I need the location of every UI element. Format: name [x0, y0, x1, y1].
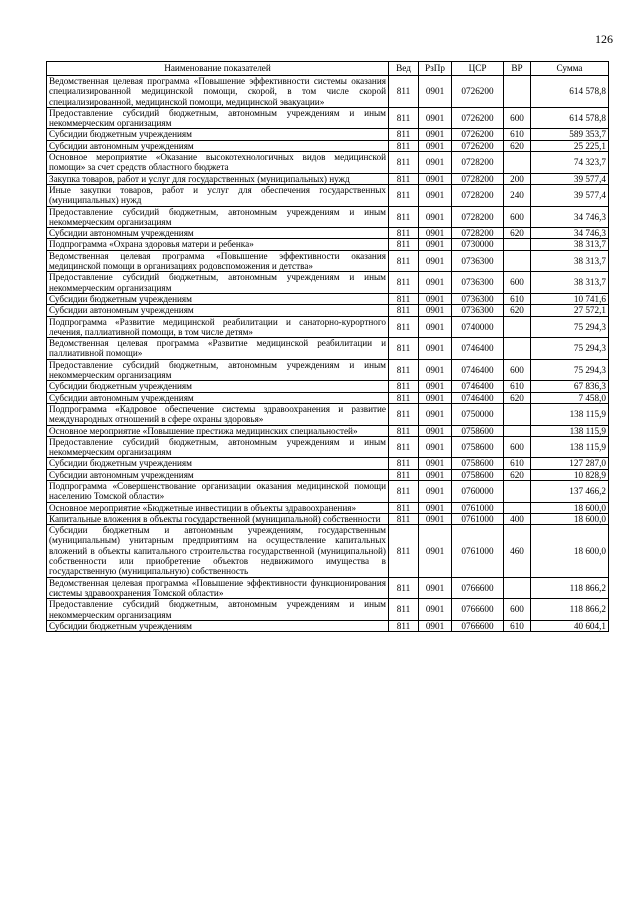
- cell-csr: 0746400: [452, 392, 504, 403]
- cell-name: Предоставление субсидий бюджетным, автономным учреждениям и иным некоммерческим организациям: [47, 436, 389, 458]
- cell-name: Основное мероприятие «Оказание высокотехнологичных видов медицинской помощи» за счет средств областного бюджета: [47, 152, 389, 174]
- cell-rzpr: 0901: [419, 403, 452, 425]
- cell-rzpr: 0901: [419, 305, 452, 316]
- cell-rzpr: 0901: [419, 620, 452, 631]
- cell-ved: 811: [389, 250, 419, 272]
- cell-ved: 811: [389, 392, 419, 403]
- cell-sum: 614 578,8: [531, 76, 609, 108]
- cell-csr: 0766600: [452, 599, 504, 621]
- cell-vr: 610: [504, 293, 531, 304]
- cell-sum: 74 323,7: [531, 152, 609, 174]
- cell-ved: 811: [389, 620, 419, 631]
- cell-csr: 0728200: [452, 173, 504, 184]
- cell-vr: 600: [504, 107, 531, 129]
- cell-vr: [504, 502, 531, 513]
- cell-csr: 0746400: [452, 381, 504, 392]
- cell-sum: 39 577,4: [531, 184, 609, 206]
- cell-rzpr: 0901: [419, 316, 452, 338]
- cell-name: Ведомственная целевая программа «Повышение эффективности системы оказания специализированной медицинской помощи, скорой, в том числе скорой специализированной, медицинской помощи, медицинской эвакуации»: [47, 76, 389, 108]
- cell-csr: 0740000: [452, 316, 504, 338]
- cell-csr: 0736300: [452, 305, 504, 316]
- table-row: [47, 152, 609, 174]
- cell-sum: 118 866,2: [531, 599, 609, 621]
- table-header-row: [47, 62, 609, 76]
- cell-sum: 589 353,7: [531, 129, 609, 140]
- cell-sum: 75 294,3: [531, 316, 609, 338]
- cell-ved: 811: [389, 184, 419, 206]
- cell-sum: 39 577,4: [531, 173, 609, 184]
- cell-vr: [504, 480, 531, 502]
- cell-csr: 0726200: [452, 129, 504, 140]
- cell-ved: 811: [389, 228, 419, 239]
- cell-ved: 811: [389, 458, 419, 469]
- cell-name: Субсидии автономным учреждениям: [47, 305, 389, 316]
- cell-vr: [504, 239, 531, 250]
- cell-vr: 600: [504, 206, 531, 228]
- cell-name: Субсидии автономным учреждениям: [47, 140, 389, 151]
- cell-sum: 75 294,3: [531, 338, 609, 360]
- cell-csr: 0736300: [452, 250, 504, 272]
- cell-ved: 811: [389, 76, 419, 108]
- cell-ved: 811: [389, 206, 419, 228]
- cell-rzpr: 0901: [419, 425, 452, 436]
- table-row: [47, 577, 609, 599]
- cell-rzpr: 0901: [419, 458, 452, 469]
- cell-ved: 811: [389, 599, 419, 621]
- cell-sum: 138 115,9: [531, 403, 609, 425]
- cell-name: Предоставление субсидий бюджетным, автономным учреждениям и иным некоммерческим организациям: [47, 599, 389, 621]
- cell-rzpr: 0901: [419, 599, 452, 621]
- cell-vr: 620: [504, 469, 531, 480]
- cell-vr: [504, 425, 531, 436]
- cell-rzpr: 0901: [419, 272, 452, 294]
- cell-rzpr: 0901: [419, 392, 452, 403]
- table-row: [47, 480, 609, 502]
- cell-rzpr: 0901: [419, 228, 452, 239]
- cell-sum: 18 600,0: [531, 525, 609, 577]
- table-row: [47, 305, 609, 316]
- cell-csr: 0761000: [452, 502, 504, 513]
- cell-csr: 0758600: [452, 436, 504, 458]
- cell-rzpr: 0901: [419, 381, 452, 392]
- cell-vr: [504, 403, 531, 425]
- cell-name: Подпрограмма «Совершенствование организации оказания медицинской помощи населению Томской области»: [47, 480, 389, 502]
- cell-csr: 0760000: [452, 480, 504, 502]
- budget-table: [46, 61, 609, 632]
- cell-rzpr: 0901: [419, 577, 452, 599]
- table-row: [47, 173, 609, 184]
- cell-vr: 600: [504, 599, 531, 621]
- cell-rzpr: 0901: [419, 359, 452, 381]
- header-vr: ВР: [504, 62, 531, 76]
- cell-rzpr: 0901: [419, 513, 452, 524]
- cell-csr: 0728200: [452, 206, 504, 228]
- cell-csr: 0730000: [452, 239, 504, 250]
- cell-ved: 811: [389, 316, 419, 338]
- cell-ved: 811: [389, 425, 419, 436]
- cell-csr: 0766600: [452, 620, 504, 631]
- table-row: [47, 425, 609, 436]
- table-row: [47, 129, 609, 140]
- cell-sum: 40 604,1: [531, 620, 609, 631]
- cell-ved: 811: [389, 107, 419, 129]
- cell-ved: 811: [389, 152, 419, 174]
- cell-csr: 0728200: [452, 152, 504, 174]
- cell-csr: 0761000: [452, 513, 504, 524]
- cell-name: Ведомственная целевая программа «Повышение эффективности функционирования системы здравоохранения Томской области»: [47, 577, 389, 599]
- cell-vr: 610: [504, 129, 531, 140]
- cell-rzpr: 0901: [419, 173, 452, 184]
- cell-sum: 38 313,7: [531, 250, 609, 272]
- cell-vr: [504, 577, 531, 599]
- cell-rzpr: 0901: [419, 469, 452, 480]
- cell-name: Предоставление субсидий бюджетным, автономным учреждениям и иным некоммерческим организациям: [47, 107, 389, 129]
- table-row: [47, 469, 609, 480]
- cell-rzpr: 0901: [419, 250, 452, 272]
- cell-name: Предоставление субсидий бюджетным, автономным учреждениям и иным некоммерческим организациям: [47, 206, 389, 228]
- cell-csr: 0736300: [452, 293, 504, 304]
- cell-sum: 25 225,1: [531, 140, 609, 151]
- header-rzpr: РзПр: [419, 62, 452, 76]
- cell-ved: 811: [389, 577, 419, 599]
- cell-vr: 600: [504, 436, 531, 458]
- cell-name: Субсидии бюджетным учреждениям: [47, 620, 389, 631]
- table-row: [47, 403, 609, 425]
- table-row: [47, 338, 609, 360]
- cell-ved: 811: [389, 469, 419, 480]
- cell-ved: 811: [389, 239, 419, 250]
- table-row: [47, 458, 609, 469]
- cell-sum: 18 600,0: [531, 502, 609, 513]
- cell-ved: 811: [389, 338, 419, 360]
- table-row: [47, 293, 609, 304]
- table-row: [47, 184, 609, 206]
- cell-csr: 0758600: [452, 469, 504, 480]
- cell-rzpr: 0901: [419, 239, 452, 250]
- cell-rzpr: 0901: [419, 293, 452, 304]
- cell-rzpr: 0901: [419, 129, 452, 140]
- table-row: [47, 272, 609, 294]
- cell-csr: 0726200: [452, 76, 504, 108]
- cell-name: Капитальные вложения в объекты государственной (муниципальной) собственности: [47, 513, 389, 524]
- cell-sum: 138 115,9: [531, 436, 609, 458]
- cell-rzpr: 0901: [419, 140, 452, 151]
- cell-ved: 811: [389, 129, 419, 140]
- cell-ved: 811: [389, 293, 419, 304]
- cell-ved: 811: [389, 272, 419, 294]
- cell-vr: [504, 152, 531, 174]
- cell-sum: 18 600,0: [531, 513, 609, 524]
- table-row: [47, 525, 609, 577]
- cell-vr: 600: [504, 359, 531, 381]
- cell-sum: 27 572,1: [531, 305, 609, 316]
- cell-sum: 127 287,0: [531, 458, 609, 469]
- cell-name: Предоставление субсидий бюджетным, автономным учреждениям и иным некоммерческим организациям: [47, 359, 389, 381]
- cell-name: Подпрограмма «Развитие медицинской реабилитации и санаторно-курортного лечения, паллиативной помощи, в том числе детям»: [47, 316, 389, 338]
- cell-vr: 600: [504, 272, 531, 294]
- cell-rzpr: 0901: [419, 502, 452, 513]
- table-row: [47, 250, 609, 272]
- table-body: [47, 76, 609, 632]
- cell-csr: 0758600: [452, 425, 504, 436]
- table-row: [47, 620, 609, 631]
- cell-rzpr: 0901: [419, 107, 452, 129]
- cell-vr: [504, 76, 531, 108]
- table-row: [47, 76, 609, 108]
- cell-vr: 400: [504, 513, 531, 524]
- cell-name: Субсидии автономным учреждениям: [47, 228, 389, 239]
- cell-sum: 38 313,7: [531, 272, 609, 294]
- cell-csr: 0726200: [452, 140, 504, 151]
- cell-name: Подпрограмма «Охрана здоровья матери и ребенка»: [47, 239, 389, 250]
- cell-sum: 137 466,2: [531, 480, 609, 502]
- cell-name: Основное мероприятие «Повышение престижа медицинских специальностей»: [47, 425, 389, 436]
- cell-sum: 34 746,3: [531, 206, 609, 228]
- cell-csr: 0766600: [452, 577, 504, 599]
- cell-name: Субсидии бюджетным учреждениям: [47, 293, 389, 304]
- cell-vr: 200: [504, 173, 531, 184]
- cell-ved: 811: [389, 436, 419, 458]
- cell-csr: 0726200: [452, 107, 504, 129]
- cell-name: Ведомственная целевая программа «Повышение эффективности оказания медицинской помощи в организациях родовспоможения и детства»: [47, 250, 389, 272]
- cell-name: Подпрограмма «Кадровое обеспечение системы здравоохранения и развитие международных отношений в сфере охраны здоровья»: [47, 403, 389, 425]
- cell-ved: 811: [389, 381, 419, 392]
- header-csr: ЦСР: [452, 62, 504, 76]
- table-row: [47, 107, 609, 129]
- table-row: [47, 502, 609, 513]
- cell-sum: 138 115,9: [531, 425, 609, 436]
- table-row: [47, 239, 609, 250]
- table-row: [47, 436, 609, 458]
- cell-name: Предоставление субсидий бюджетным, автономным учреждениям и иным некоммерческим организациям: [47, 272, 389, 294]
- cell-rzpr: 0901: [419, 76, 452, 108]
- cell-name: Закупка товаров, работ и услуг для государственных (муниципальных) нужд: [47, 173, 389, 184]
- cell-sum: 614 578,8: [531, 107, 609, 129]
- header-name: Наименование показателей: [47, 62, 389, 76]
- cell-name: Субсидии автономным учреждениям: [47, 392, 389, 403]
- cell-name: Субсидии бюджетным учреждениям: [47, 458, 389, 469]
- cell-vr: 610: [504, 458, 531, 469]
- cell-ved: 811: [389, 140, 419, 151]
- header-ved: Вед: [389, 62, 419, 76]
- cell-ved: 811: [389, 480, 419, 502]
- cell-csr: 0728200: [452, 228, 504, 239]
- cell-rzpr: 0901: [419, 338, 452, 360]
- cell-ved: 811: [389, 502, 419, 513]
- cell-vr: [504, 316, 531, 338]
- table-row: [47, 381, 609, 392]
- table-row: [47, 513, 609, 524]
- cell-sum: 118 866,2: [531, 577, 609, 599]
- cell-name: Субсидии бюджетным и автономным учреждениям, государственным (муниципальным) унитарным предприятиям на осуществление капитальных вложений в объекты капитального строительства государственной (муниципальной) собственности или приобретение объектов недвижимого имущества в государственную (муниципальную) собственность: [47, 525, 389, 577]
- cell-vr: 240: [504, 184, 531, 206]
- table-row: [47, 228, 609, 239]
- cell-sum: 67 836,3: [531, 381, 609, 392]
- cell-ved: 811: [389, 403, 419, 425]
- cell-rzpr: 0901: [419, 152, 452, 174]
- cell-rzpr: 0901: [419, 525, 452, 577]
- table-row: [47, 392, 609, 403]
- cell-csr: 0736300: [452, 272, 504, 294]
- cell-name: Основное мероприятие «Бюджетные инвестиции в объекты здравоохранения»: [47, 502, 389, 513]
- cell-name: Иные закупки товаров, работ и услуг для обеспечения государственных (муниципальных) нужд: [47, 184, 389, 206]
- page-number: 126: [595, 32, 613, 46]
- cell-ved: 811: [389, 525, 419, 577]
- cell-rzpr: 0901: [419, 184, 452, 206]
- table-row: [47, 359, 609, 381]
- cell-ved: 811: [389, 173, 419, 184]
- cell-vr: 620: [504, 305, 531, 316]
- cell-csr: 0746400: [452, 359, 504, 381]
- cell-vr: 610: [504, 381, 531, 392]
- cell-rzpr: 0901: [419, 480, 452, 502]
- cell-ved: 811: [389, 513, 419, 524]
- cell-csr: 0728200: [452, 184, 504, 206]
- cell-csr: 0750000: [452, 403, 504, 425]
- cell-name: Субсидии автономным учреждениям: [47, 469, 389, 480]
- table-row: [47, 316, 609, 338]
- cell-vr: 610: [504, 620, 531, 631]
- cell-sum: 75 294,3: [531, 359, 609, 381]
- cell-name: Ведомственная целевая программа «Развитие медицинской реабилитации и паллиативной помощи»: [47, 338, 389, 360]
- cell-vr: 620: [504, 392, 531, 403]
- cell-csr: 0746400: [452, 338, 504, 360]
- cell-csr: 0758600: [452, 458, 504, 469]
- cell-vr: [504, 338, 531, 360]
- cell-sum: 7 458,0: [531, 392, 609, 403]
- cell-rzpr: 0901: [419, 436, 452, 458]
- cell-vr: [504, 250, 531, 272]
- cell-sum: 10 828,9: [531, 469, 609, 480]
- cell-vr: 620: [504, 140, 531, 151]
- header-sum: Сумма: [531, 62, 609, 76]
- table-row: [47, 140, 609, 151]
- table-row: [47, 206, 609, 228]
- cell-sum: 10 741,6: [531, 293, 609, 304]
- cell-rzpr: 0901: [419, 206, 452, 228]
- cell-sum: 34 746,3: [531, 228, 609, 239]
- cell-sum: 38 313,7: [531, 239, 609, 250]
- cell-name: Субсидии бюджетным учреждениям: [47, 381, 389, 392]
- cell-ved: 811: [389, 359, 419, 381]
- cell-ved: 811: [389, 305, 419, 316]
- cell-vr: 620: [504, 228, 531, 239]
- cell-name: Субсидии бюджетным учреждениям: [47, 129, 389, 140]
- cell-csr: 0761000: [452, 525, 504, 577]
- table-row: [47, 599, 609, 621]
- cell-vr: 460: [504, 525, 531, 577]
